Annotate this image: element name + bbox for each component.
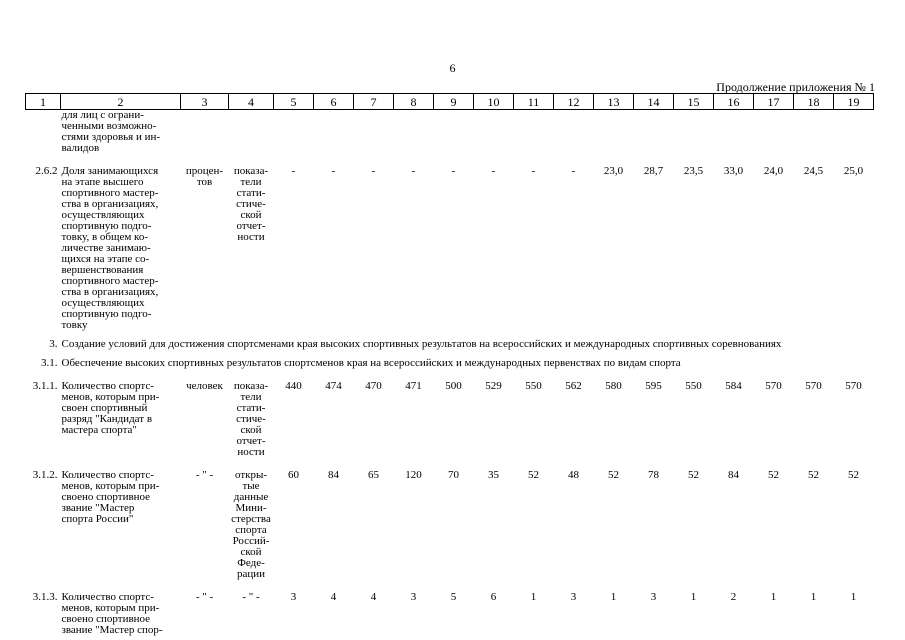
section-row <box>26 350 874 369</box>
value-cell: 23,5 <box>683 165 704 177</box>
value-cell: 570 <box>805 380 822 392</box>
value-cell: 500 <box>445 380 462 392</box>
indicator-name: Количество спортс- менов, которым при- своен спортивный разряд "Кандидат в мастера спорта" <box>61 380 160 436</box>
column-number: 11 <box>514 94 554 110</box>
value-cell: 70 <box>448 469 459 481</box>
value-cell <box>514 110 554 155</box>
column-number: 19 <box>834 94 874 110</box>
value-cell: 580 <box>605 380 622 392</box>
value-cell: 4 <box>330 591 337 603</box>
value-cell <box>674 110 714 155</box>
value-cell: 25,0 <box>843 165 864 177</box>
value-cell: 570 <box>765 380 782 392</box>
value-cell: - <box>331 165 336 177</box>
value-cell: 24,0 <box>763 165 784 177</box>
unit-of-measure: человек <box>186 380 223 392</box>
value-cell <box>714 110 754 155</box>
value-cell: 52 <box>688 469 699 481</box>
value-cell: 1 <box>610 591 617 603</box>
column-number: 6 <box>314 94 354 110</box>
unit-of-measure: - " - <box>195 591 214 603</box>
column-number: 18 <box>794 94 834 110</box>
value-cell: 52 <box>768 469 779 481</box>
value-cell: 440 <box>285 380 302 392</box>
section-title: Обеспечение высоких спортивных результатов спортсменов края на всероссийских и международных первенствах по видам спорта <box>61 357 681 369</box>
section-row <box>26 331 874 350</box>
column-number: 1 <box>26 94 61 110</box>
continuation-note: Продолжение приложения № 1 <box>716 80 875 94</box>
data-source: - " - <box>242 591 260 603</box>
value-cell <box>794 110 834 155</box>
value-cell: 6 <box>490 591 497 603</box>
value-cell: - <box>451 165 456 177</box>
table-row <box>26 580 874 636</box>
value-cell <box>594 110 634 155</box>
value-cell: 60 <box>288 469 299 481</box>
column-number: 2 <box>61 94 181 110</box>
value-cell: 48 <box>568 469 579 481</box>
column-number: 17 <box>754 94 794 110</box>
page-number: 6 <box>449 61 456 75</box>
value-cell: 52 <box>808 469 819 481</box>
row-index: 3.1.1. <box>32 380 58 392</box>
value-cell <box>314 110 354 155</box>
value-cell <box>474 110 514 155</box>
column-number: 12 <box>554 94 594 110</box>
value-cell: - <box>371 165 376 177</box>
value-cell <box>434 110 474 155</box>
column-number: 8 <box>394 94 434 110</box>
row-index: 3.1. <box>41 357 58 369</box>
value-cell: - <box>411 165 416 177</box>
indicator-name: Количество спортс- менов, которым при- своено спортивное звание "Мастер спор- <box>61 591 163 636</box>
value-cell: 3 <box>410 591 417 603</box>
value-cell: 1 <box>770 591 777 603</box>
value-cell: 474 <box>325 380 342 392</box>
table-row <box>26 110 874 155</box>
row-index: 3.1.3. <box>32 591 58 603</box>
value-cell: 584 <box>725 380 742 392</box>
value-cell: 52 <box>528 469 539 481</box>
row-index: 2.6.2 <box>35 165 58 177</box>
value-cell: 3 <box>650 591 657 603</box>
value-cell: 84 <box>328 469 339 481</box>
indicator-name: Количество спортс- менов, которым при- своено спортивное звание "Мастер спорта России" <box>61 469 160 525</box>
value-cell: 529 <box>485 380 502 392</box>
column-number: 16 <box>714 94 754 110</box>
value-cell: 65 <box>368 469 379 481</box>
data-source: показа- тели стати- стиче- ской отчет- ности <box>233 165 269 243</box>
value-cell: 470 <box>365 380 382 392</box>
value-cell <box>834 110 874 155</box>
value-cell: 78 <box>648 469 659 481</box>
data-source: показа- тели стати- стиче- ской отчет- ности <box>233 380 269 458</box>
value-cell: 550 <box>685 380 702 392</box>
column-number: 14 <box>634 94 674 110</box>
value-cell <box>754 110 794 155</box>
data-source: откры- тые данные Мини- стерства спорта Россий- ской Феде- рации <box>231 469 271 580</box>
section-title: Создание условий для достижения спортсменами края высоких спортивных результатов на всероссийских и международных спортивных соревнованиях <box>61 338 782 350</box>
column-number: 9 <box>434 94 474 110</box>
value-cell: - <box>571 165 576 177</box>
value-cell: 24,5 <box>803 165 824 177</box>
value-cell: 471 <box>405 380 422 392</box>
unit-of-measure <box>181 110 229 155</box>
value-cell <box>394 110 434 155</box>
data-source <box>229 110 274 155</box>
value-cell: - <box>491 165 496 177</box>
value-cell: 1 <box>690 591 697 603</box>
column-number: 5 <box>274 94 314 110</box>
unit-of-measure: - " - <box>195 469 214 481</box>
value-cell: - <box>291 165 296 177</box>
column-number: 7 <box>354 94 394 110</box>
value-cell: 5 <box>450 591 457 603</box>
indicator-name: Доля занимающихся на этапе высшего спортивного мастер- ства в организациях, осуществляющих спортивную подго- товку, в общем ко- личестве занимаю- щихся на этапе со- вершенствования спортивного мастер- ства в организациях, осуществляющих спортивную подго- товку <box>61 165 159 331</box>
value-cell: 3 <box>570 591 577 603</box>
value-cell: 23,0 <box>603 165 624 177</box>
table-row <box>26 369 874 458</box>
column-number: 15 <box>674 94 714 110</box>
value-cell: 3 <box>290 591 297 603</box>
value-cell: 595 <box>645 380 662 392</box>
value-cell: - <box>531 165 536 177</box>
value-cell: 1 <box>850 591 857 603</box>
value-cell: 1 <box>530 591 537 603</box>
value-cell: 550 <box>525 380 542 392</box>
value-cell: 2 <box>730 591 737 603</box>
value-cell <box>354 110 394 155</box>
value-cell <box>274 110 314 155</box>
column-number: 3 <box>181 94 229 110</box>
value-cell: 28,7 <box>643 165 664 177</box>
value-cell: 570 <box>845 380 862 392</box>
value-cell: 120 <box>405 469 422 481</box>
row-index: 3. <box>49 338 58 350</box>
table-row <box>26 458 874 580</box>
column-number-row <box>26 94 874 110</box>
column-number: 4 <box>229 94 274 110</box>
value-cell <box>554 110 594 155</box>
value-cell: 4 <box>370 591 377 603</box>
value-cell: 84 <box>728 469 739 481</box>
unit-of-measure: процен- тов <box>185 165 224 188</box>
value-cell: 52 <box>608 469 619 481</box>
row-index <box>26 110 61 155</box>
table-row <box>26 154 874 331</box>
indicator-name: для лиц с ограни- ченными возможно- стями здоровья и ин- валидов <box>61 109 161 154</box>
value-cell: 35 <box>488 469 499 481</box>
value-cell: 562 <box>565 380 582 392</box>
column-number: 10 <box>474 94 514 110</box>
column-number: 13 <box>594 94 634 110</box>
indicators-table <box>25 93 874 636</box>
value-cell: 33,0 <box>723 165 744 177</box>
value-cell <box>634 110 674 155</box>
row-index: 3.1.2. <box>32 469 58 481</box>
value-cell: 52 <box>848 469 859 481</box>
value-cell: 1 <box>810 591 817 603</box>
